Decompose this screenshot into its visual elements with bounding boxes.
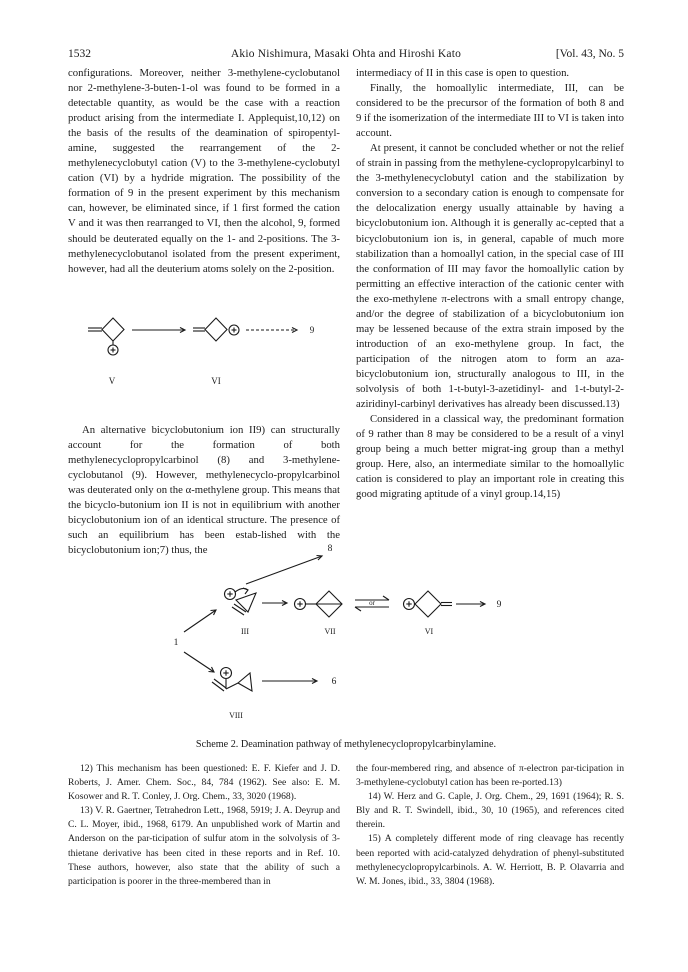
scheme2-product-6: 6: [331, 677, 337, 687]
scheme-2-caption: Scheme 2. Deamination pathway of methylenecyclopropylcarbinylamine.: [195, 739, 497, 750]
scheme2-label-VII: VII: [324, 627, 336, 636]
scheme1-label-VI: VI: [211, 376, 221, 386]
scheme1-product-9: 9: [309, 325, 315, 335]
scheme2-label-III: III: [241, 627, 249, 636]
cyclopropane-ring-VIII: [238, 673, 252, 691]
cyclobutane-ring-VI-scheme2: [415, 591, 441, 617]
right-paragraph-4: Considered in a classical way, the predominant formation of 9 rather than 8 may be considered to be a result of a vinyl group being a much better migrat-ing group than a methyl group. Here, also, an intermediate similar to the homoallylic cation is considered to play an important role in creating this good migrating aptitude of a vinyl group.14,15): [356, 413, 624, 501]
running-head-authors: Akio Nishimura, Masaki Ohta and Hiroshi Kato: [230, 48, 462, 60]
scheme2-product-9: 9: [496, 600, 502, 610]
footnotes-right: [356, 762, 624, 889]
page-number: 1532: [68, 48, 91, 60]
left-paragraph-1: configurations. Moreover, neither 3-methylene-cyclobutanol nor 2-methylene-3-buten-1-ol was found to be formed in a detectable quantity, as would be the case with a reaction product arising from the intermediate I. Applequist,10,12) on the basis of the results of the deamination of spiropentyl-amine, suggested the rearrangement of the 2-methylenecyclobutyl cation (V) to the 3-methylene-cyclobutyl cation (VI) by a hydride migration. The possibility of the formation of 9 in the present experiment by this mechanism can, however, be eliminated since, if 1 first formed the cation V and it was then rearranged to VI, then the alcohol, 9, formed should be deuterated equally on the 1- and 2-positions. The 3-methylenecyclobutanol isolated from the present experiment, however, had all the deuterium atoms solely on the 2-position.: [68, 67, 340, 275]
cyclopropane-ring-III: [236, 593, 256, 612]
left-paragraph-2: An alternative bicyclobutonium ion II9) can structurally account for the formation of both methylenecyclopropylcarbinol (8) and 3-methylene-cyclobutanol (9). However, methylenecyclo-propylcarbinol was deuterated only on the α-methylene group. This means that the bicyclo-butonium ion II is not in equilibrium with another bicyclobutonium ion of an identical structure. The presence of such an equilibrium has been estab-lished with the bicyclobutonium ion;7) thus, the: [68, 423, 340, 557]
arrow-1-to-III: [184, 610, 216, 632]
right-paragraph-1: intermediacy of II in this case is open to question.: [356, 67, 570, 79]
scheme2-label-VI: VI: [424, 627, 434, 636]
right-paragraph-2: Finally, the homoallylic intermediate, III, can be considered to be the precursor of the formation of both 8 and 9 if the isomerization of the intermediate III to VI is taken into account.: [356, 82, 624, 140]
scheme2-label-VIII: VIII: [229, 711, 243, 720]
scheme2-product-8: 8: [327, 544, 333, 554]
footnote-12: 12) This mechanism has been questioned: E. F. Kiefer and J. D. Roberts, J. Amer. Chem. Soc., 84, 784 (1962). See also: E. M. Kosower and R. T. Conley, J. Org. Chem., 33, 3020 (1968).: [68, 763, 340, 803]
footnote-13-continued: the four-membered ring, and absence of π-electron par-ticipation in 3-methylene-cyclobutyl cation has been re-ported.13): [356, 763, 624, 789]
volume-issue: [Vol. 43, No. 5: [555, 48, 624, 60]
scheme2-start-1: 1: [173, 638, 179, 648]
scheme2-or-text: or: [369, 599, 375, 607]
footnote-15: 15) A completely different mode of ring cleavage has recently been reported with acid-catalyzed dehydration of phenyl-substituted methylenecyclopropylcarbinols. A. W. Herriott, B. P. Olavarria and W. M. Jones, ibid., 33, 3804 (1968).: [356, 833, 624, 887]
arrow-1-to-VIII: [184, 652, 214, 672]
footnotes-left: [68, 762, 340, 889]
right-paragraph-3: At present, it cannot be concluded whether or not the relief of strain in passing from the methylene-cyclopropylcarbinyl to the 3-methylenecyclobutyl cation and the stabilization by conversion to a secondary cation is enough to compensate for the delocalization energy usually attainable by having a bicyclobutonium ion. Although it is generally ac-cepted that a bicyclobutonium ion is, in general, capable of much more stabilization than a homoallyl cation, in the special case of III the conformation of III may favor the homoallylic cation by permitting an effective interaction of the cationic center with the exo-methylene π-electrons with a small entropy change, and/or the degree of stabilization of a bicyclobutonium ion may be lessened because of the extra strain imposed by the introduction of an exo-methylene group. In fact, the participation of the nitrogen atom to form an aza-bicyclobutonium ion, structurally analogous to III, in the solvolysis of both 1-t-butyl-3-azetidinyl- and 1-t-butyl-2-aziridinyl-carbinyl derivatives has already been discussed.13): [356, 142, 625, 411]
footnote-14: 14) W. Herz and G. Caple, J. Org. Chem., 29, 1691 (1964); R. S. Bly and R. T. Swindell, ibid., 30, 10 (1965), and references cited therein.: [356, 791, 624, 831]
arrow-III-to-8: [246, 556, 322, 584]
footnote-13: 13) V. R. Gaertner, Tetrahedron Lett., 1968, 5919; J. A. Deyrup and C. L. Moyer, ibid., 1968, 6179. An unpublished work of Martin and Anderson on the par-ticipation of sulfur atom in the solvolysis of 3-thietane derivative has been cited in these reports and in Ref. 10. These authors, however, also state that the ability of such a participation is poorer in the three-membered than in: [68, 805, 340, 887]
scheme1-label-V: V: [108, 376, 116, 386]
